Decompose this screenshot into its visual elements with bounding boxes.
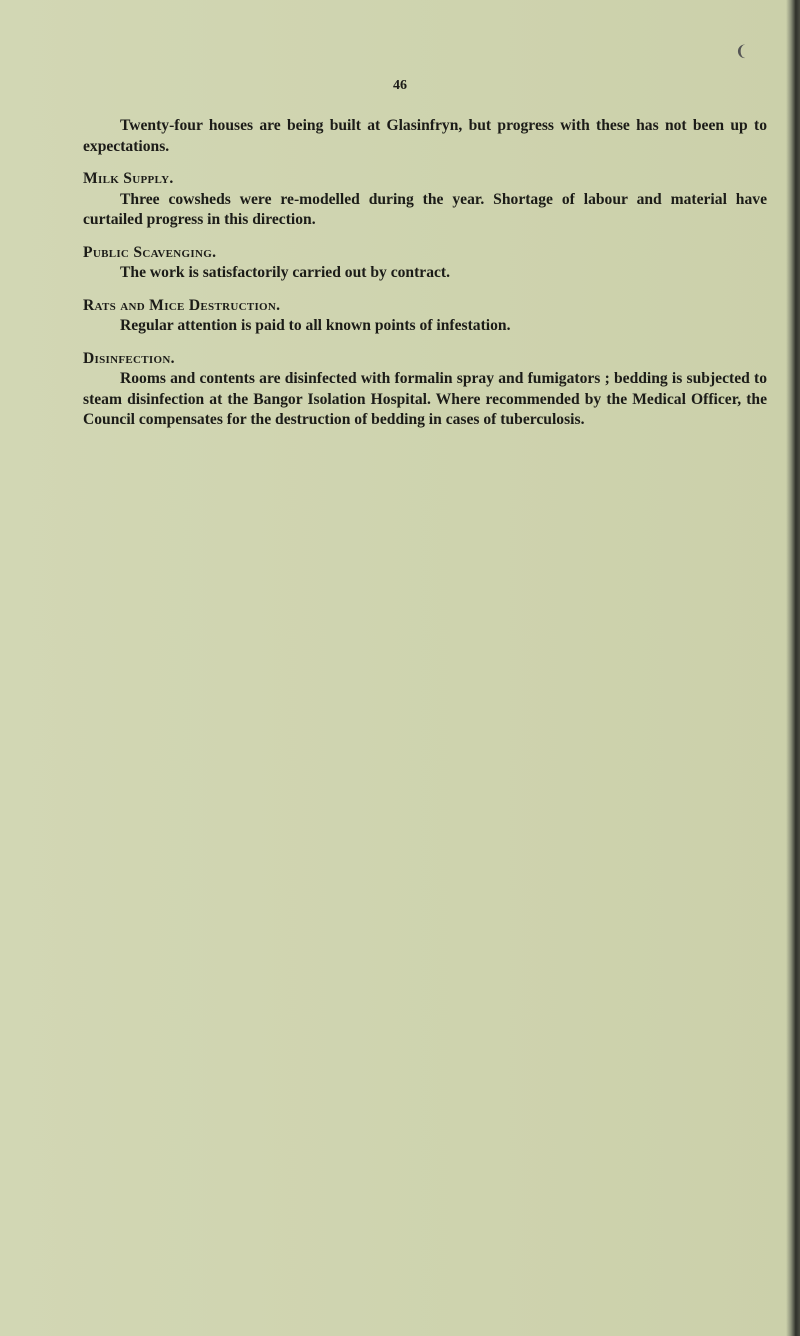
- section-paragraph: The work is satisfactorily carried out by contract.: [120, 264, 451, 281]
- section-paragraph: Rooms and contents are disinfected with formalin spray and fumigators ; bedding is subjected to steam disinfection at the Bangor Isolation Hospital. Where recommended by the Medical Officer, the Council compensates for the destruction of bedding in cases of tuberculosis.: [83, 370, 767, 428]
- section-heading: Milk Supply.: [83, 170, 174, 187]
- page-number: 46: [393, 78, 407, 93]
- section-heading: Rats and Mice Destruction.: [83, 296, 281, 314]
- section-milk-supply: [83, 169, 767, 231]
- section-paragraph: Regular attention is paid to all known points of infestation.: [120, 317, 511, 334]
- intro-paragraph: Twenty-four houses are being built at Glasinfryn, but progress with these has not been up to expectations.: [83, 117, 767, 155]
- section-paragraph: Three cowsheds were re-modelled during the year. Shortage of labour and material have curtailed progress in this direction.: [83, 190, 767, 228]
- section-heading: Disinfection.: [83, 349, 175, 367]
- scan-mark-icon: ❨: [735, 44, 748, 60]
- section-rats-mice: [83, 296, 767, 337]
- section-public-scavenging: [83, 243, 767, 284]
- section-disinfection: [83, 349, 767, 431]
- page-edge: [786, 0, 800, 1336]
- document-body: [83, 116, 767, 431]
- section-heading: Public Scavenging.: [83, 243, 217, 261]
